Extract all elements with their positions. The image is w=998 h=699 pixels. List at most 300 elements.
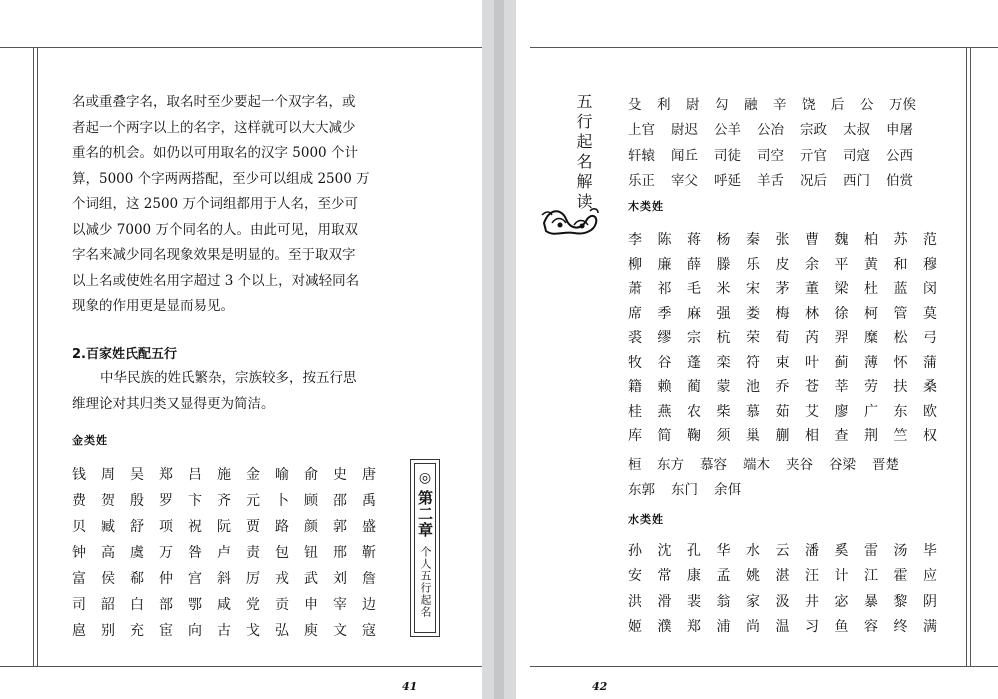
water-surname-grid xyxy=(628,537,953,639)
surname-cell: 弘 xyxy=(275,623,289,639)
surname-cell: 娄 xyxy=(746,305,760,322)
surname-cell: 苏 xyxy=(893,232,908,249)
surname-cell: 公冶 xyxy=(757,122,784,139)
surname-cell: 呼延 xyxy=(714,173,741,190)
surname-cell: 赖 xyxy=(657,379,672,396)
surname-cell: 余佴 xyxy=(714,482,741,499)
surname-cell: 孔 xyxy=(687,542,701,559)
surname-cell: 罗 xyxy=(159,493,173,509)
surname-cell: 司寇 xyxy=(843,147,870,164)
surname-cell: 和 xyxy=(893,256,908,273)
surname-cell: 申 xyxy=(304,597,318,613)
surname-cell: 蓝 xyxy=(893,281,908,298)
surname-cell: 薛 xyxy=(687,256,701,273)
surname-cell: 仲 xyxy=(159,571,173,587)
page-gutter xyxy=(482,0,516,699)
surname-cell: 闵 xyxy=(923,281,937,298)
surname-cell: 向 xyxy=(188,623,202,639)
surname-cell: 贾 xyxy=(246,519,260,535)
surname-cell: 寇 xyxy=(362,623,376,639)
text-line: 现象的作用更是显而易见。 xyxy=(72,298,234,314)
surname-row xyxy=(628,325,953,350)
surname-cell: 薄 xyxy=(864,354,878,371)
surname-cell: 季 xyxy=(657,305,672,322)
surname-cell: 米 xyxy=(716,281,731,298)
surname-row xyxy=(628,614,953,640)
surname-cell: 宗 xyxy=(687,330,701,347)
surname-cell: 黄 xyxy=(864,256,878,273)
surname-cell: 臧 xyxy=(101,519,115,535)
surname-row xyxy=(628,423,953,448)
surname-cell: 辛 xyxy=(773,96,787,113)
surname-cell: 籍 xyxy=(628,379,642,396)
surname-cell: 阴 xyxy=(923,593,937,610)
surname-cell: 柴 xyxy=(716,403,731,420)
surname-cell: 上官 xyxy=(628,122,655,139)
text-line: 以上名或使姓名用字超过 3 个以上，对减轻同名 xyxy=(72,272,360,289)
surname-cell: 太叔 xyxy=(843,122,870,139)
surname-cell: 钱 xyxy=(72,467,86,483)
surname-cell: 杨 xyxy=(716,232,731,249)
surname-cell: 潘 xyxy=(805,542,819,559)
surname-cell: 宰 xyxy=(333,597,347,613)
surname-row xyxy=(628,399,953,424)
surname-cell: 黎 xyxy=(893,593,908,610)
surname-cell: 计 xyxy=(834,568,849,585)
surname-cell: 东 xyxy=(893,403,908,420)
surname-cell: 容 xyxy=(864,619,878,636)
chapter-title: 第二章 xyxy=(416,490,434,538)
surname-cell: 尉迟 xyxy=(671,122,698,139)
intro-paragraph xyxy=(72,366,392,417)
surname-cell: 部 xyxy=(159,597,173,613)
surname-cell: 勾 xyxy=(715,96,729,113)
surname-cell: 翁 xyxy=(716,593,731,610)
surname-cell: 梁 xyxy=(834,281,849,298)
surname-row xyxy=(72,617,391,643)
left-margin-rule-inner xyxy=(37,47,38,667)
surname-cell: 虞 xyxy=(130,545,144,561)
surname-cell: 贝 xyxy=(72,519,86,535)
gold-surname-grid-continued xyxy=(628,90,932,192)
chapter-circle-icon: ◎ xyxy=(417,470,433,486)
surname-cell: 权 xyxy=(923,428,937,445)
surname-cell: 吕 xyxy=(188,467,202,483)
surname-cell: 孙 xyxy=(628,542,642,559)
surname-cell: 广 xyxy=(864,403,878,420)
surname-cell: 柳 xyxy=(628,256,642,273)
surname-cell: 高 xyxy=(101,545,115,561)
surname-cell: 充 xyxy=(130,623,144,639)
section-heading: 2.百家姓氏配五行 xyxy=(72,347,177,362)
surname-cell: 文 xyxy=(333,623,347,639)
surname-cell: 滑 xyxy=(657,593,672,610)
surname-cell: 符 xyxy=(746,354,760,371)
surname-cell: 项 xyxy=(159,519,173,535)
surname-cell: 欧 xyxy=(923,403,937,420)
surname-cell: 汲 xyxy=(775,593,790,610)
surname-cell: 慕 xyxy=(746,403,760,420)
surname-cell: 茅 xyxy=(775,281,790,298)
surname-cell: 贡 xyxy=(275,597,289,613)
surname-cell: 廖 xyxy=(834,403,849,420)
surname-cell: 安 xyxy=(628,568,642,585)
surname-cell: 富 xyxy=(72,571,86,587)
surname-cell: 须 xyxy=(716,428,731,445)
surname-row xyxy=(628,252,953,277)
surname-cell: 温 xyxy=(775,619,790,636)
surname-cell: 金 xyxy=(246,467,260,483)
surname-cell: 祝 xyxy=(188,519,202,535)
surname-cell: 裴 xyxy=(687,593,701,610)
surname-row xyxy=(72,565,391,591)
surname-cell: 董 xyxy=(805,281,819,298)
surname-cell: 水 xyxy=(746,542,760,559)
surname-cell: 蒋 xyxy=(687,232,701,249)
surname-cell: 莘 xyxy=(834,379,849,396)
surname-cell: 萧 xyxy=(628,281,642,298)
surname-cell: 宓 xyxy=(834,593,849,610)
surname-cell: 饶 xyxy=(802,96,816,113)
body-paragraph xyxy=(72,90,392,320)
surname-cell: 井 xyxy=(805,593,819,610)
text-line: 字名来减少同名现象效果是明显的。至于取双字 xyxy=(72,247,356,263)
surname-cell: 盛 xyxy=(362,519,376,535)
surname-cell: 杜 xyxy=(864,281,878,298)
surname-row xyxy=(628,167,932,193)
page-number: 41 xyxy=(402,680,418,693)
bottom-rule xyxy=(0,666,482,667)
surname-cell: 羿 xyxy=(834,330,849,347)
surname-cell: 荆 xyxy=(864,428,878,445)
surname-cell: 武 xyxy=(304,571,318,587)
surname-cell: 松 xyxy=(893,330,908,347)
surname-cell: 习 xyxy=(805,619,819,636)
surname-cell: 申屠 xyxy=(886,122,913,139)
surname-cell: 端木 xyxy=(743,456,770,473)
text-line: 名或重叠字名，取名时至少要起一个双字名，或 xyxy=(72,94,356,110)
surname-cell: 蓬 xyxy=(687,354,701,371)
page-number: 42 xyxy=(592,680,608,693)
surname-cell: 扈 xyxy=(72,623,86,639)
surname-cell: 糜 xyxy=(864,330,878,347)
surname-cell: 庾 xyxy=(304,623,318,639)
surname-cell: 李 xyxy=(628,232,642,249)
surname-cell: 郑 xyxy=(159,467,173,483)
surname-cell: 西门 xyxy=(843,173,870,190)
surname-cell: 乐 xyxy=(746,256,760,273)
surname-cell: 郑 xyxy=(687,619,701,636)
surname-cell: 柏 xyxy=(864,232,878,249)
surname-cell: 平 xyxy=(834,256,849,273)
surname-cell: 司徒 xyxy=(714,147,741,164)
surname-cell: 简 xyxy=(657,428,672,445)
surname-cell: 陈 xyxy=(657,232,672,249)
surname-cell: 路 xyxy=(275,519,289,535)
surname-cell: 苍 xyxy=(805,379,819,396)
surname-cell: 康 xyxy=(687,568,701,585)
surname-cell: 东郭 xyxy=(628,482,655,499)
surname-cell: 东门 xyxy=(671,482,698,499)
surname-cell: 暴 xyxy=(864,593,878,610)
surname-cell: 库 xyxy=(628,428,642,445)
surname-cell: 秦 xyxy=(746,232,760,249)
gutter-band xyxy=(494,0,504,699)
surname-cell: 宫 xyxy=(188,571,202,587)
surname-row xyxy=(628,588,953,614)
surname-cell: 史 xyxy=(333,467,347,483)
surname-cell: 齐 xyxy=(217,493,231,509)
surname-cell: 乐正 xyxy=(628,173,655,190)
surname-cell: 怀 xyxy=(893,354,908,371)
surname-cell: 党 xyxy=(246,597,260,613)
text-line: 重名的机会。如仍以可用取名的汉字 5000 个计 xyxy=(72,145,358,161)
surname-row xyxy=(628,350,953,375)
text-line: 个词组，这 2500 万个词组都用于人名，至少可 xyxy=(72,196,358,212)
surname-cell: 张 xyxy=(775,232,790,249)
surname-cell: 钟 xyxy=(72,545,86,561)
surname-cell: 杭 xyxy=(716,330,731,347)
surname-row xyxy=(628,450,915,476)
surname-cell: 徐 xyxy=(834,305,849,322)
surname-cell: 邵 xyxy=(333,493,347,509)
bottom-rule xyxy=(530,666,998,667)
surname-cell: 施 xyxy=(217,467,231,483)
surname-cell: 况后 xyxy=(800,173,827,190)
surname-cell: 斜 xyxy=(217,571,231,587)
surname-cell: 竺 xyxy=(893,428,908,445)
surname-cell: 后 xyxy=(831,96,845,113)
surname-cell: 颜 xyxy=(304,519,318,535)
surname-cell: 奚 xyxy=(834,542,849,559)
surname-cell: 责 xyxy=(246,545,260,561)
surname-cell: 郗 xyxy=(130,571,144,587)
chapter-tab xyxy=(410,459,440,637)
surname-cell: 雷 xyxy=(864,542,878,559)
surname-cell: 祁 xyxy=(657,281,672,298)
surname-row xyxy=(628,116,932,142)
surname-cell: 俞 xyxy=(304,467,318,483)
surname-cell: 姬 xyxy=(628,619,642,636)
surname-cell: 滕 xyxy=(716,256,731,273)
surname-cell: 强 xyxy=(716,305,731,322)
right-page xyxy=(516,0,998,699)
surname-cell: 边 xyxy=(362,597,376,613)
surname-row xyxy=(628,476,915,502)
surname-cell: 农 xyxy=(687,403,701,420)
surname-cell: 浦 xyxy=(716,619,731,636)
surname-cell: 扶 xyxy=(893,379,908,396)
surname-row xyxy=(628,537,953,563)
surname-cell: 喻 xyxy=(275,467,289,483)
surname-cell: 池 xyxy=(746,379,760,396)
top-rule xyxy=(530,47,998,48)
surname-cell: 轩辕 xyxy=(628,147,655,164)
surname-cell: 束 xyxy=(775,354,790,371)
surname-cell: 晋楚 xyxy=(872,456,899,473)
surname-cell: 桓 xyxy=(628,456,642,473)
surname-cell: 穆 xyxy=(923,256,937,273)
surname-cell: 廉 xyxy=(657,256,672,273)
surname-cell: 钮 xyxy=(304,545,318,561)
surname-row xyxy=(72,487,391,513)
surname-cell: 余 xyxy=(805,256,819,273)
surname-cell: 鱼 xyxy=(834,619,849,636)
surname-cell: 沈 xyxy=(657,542,672,559)
surname-cell: 荣 xyxy=(746,330,760,347)
surname-cell: 刘 xyxy=(333,571,347,587)
surname-cell: 毕 xyxy=(923,542,937,559)
surname-row xyxy=(72,591,391,617)
surname-cell: 艾 xyxy=(805,403,819,420)
surname-cell: 蒙 xyxy=(716,379,731,396)
surname-cell: 舒 xyxy=(130,519,144,535)
surname-cell: 毛 xyxy=(687,281,701,298)
surname-cell: 包 xyxy=(275,545,289,561)
surname-cell: 韶 xyxy=(101,597,115,613)
surname-cell: 林 xyxy=(805,305,819,322)
surname-cell: 咎 xyxy=(188,545,202,561)
surname-cell: 东方 xyxy=(657,456,684,473)
surname-cell: 郭 xyxy=(333,519,347,535)
surname-row xyxy=(628,563,953,589)
surname-cell: 席 xyxy=(628,305,642,322)
surname-cell: 巢 xyxy=(746,428,760,445)
text-line: 以减少 7000 万个同名的人。由此可见，用取双 xyxy=(72,221,358,238)
surname-cell: 贺 xyxy=(101,493,115,509)
surname-cell: 白 xyxy=(130,597,144,613)
surname-cell: 弓 xyxy=(923,330,937,347)
surname-cell: 梅 xyxy=(775,305,790,322)
surname-cell: 莫 xyxy=(923,305,937,322)
surname-cell: 伯赏 xyxy=(886,173,913,190)
left-margin-rule xyxy=(33,47,34,667)
surname-cell: 魏 xyxy=(834,232,849,249)
surname-cell: 宦 xyxy=(159,623,173,639)
left-page xyxy=(0,0,482,699)
surname-cell: 费 xyxy=(72,493,86,509)
surname-cell: 别 xyxy=(101,623,115,639)
surname-cell: 查 xyxy=(834,428,849,445)
surname-row xyxy=(628,141,932,167)
surname-cell: 汪 xyxy=(805,568,819,585)
surname-cell: 司 xyxy=(72,597,86,613)
surname-row xyxy=(628,276,953,301)
surname-cell: 羊舌 xyxy=(757,173,784,190)
surname-row xyxy=(628,90,932,116)
surname-cell: 桑 xyxy=(923,379,937,396)
gold-surname-grid xyxy=(72,461,391,643)
surname-cell: 万 xyxy=(159,545,173,561)
surname-row xyxy=(628,227,953,252)
surname-cell: 阮 xyxy=(217,519,231,535)
surname-cell: 管 xyxy=(893,305,908,322)
text-line: 维理论对其归类又显得更为简洁。 xyxy=(72,395,275,412)
surname-cell: 谷 xyxy=(657,354,672,371)
surname-cell: 裘 xyxy=(628,330,642,347)
surname-row xyxy=(72,539,391,565)
surname-row xyxy=(628,301,953,326)
surname-row xyxy=(72,461,391,487)
surname-cell: 劳 xyxy=(864,379,878,396)
surname-cell: 殳 xyxy=(628,96,642,113)
surname-cell: 乔 xyxy=(775,379,790,396)
surname-cell: 宋 xyxy=(746,281,760,298)
surname-cell: 慕容 xyxy=(700,456,727,473)
surname-cell: 姚 xyxy=(746,568,760,585)
surname-cell: 司空 xyxy=(757,147,784,164)
surname-cell: 公羊 xyxy=(714,122,741,139)
surname-cell: 蓟 xyxy=(834,354,849,371)
surname-cell: 卢 xyxy=(217,545,231,561)
right-margin-rule-inner xyxy=(970,47,971,667)
surname-cell: 吴 xyxy=(130,467,144,483)
water-heading: 水类姓 xyxy=(628,513,664,526)
surname-cell: 顾 xyxy=(304,493,318,509)
surname-cell: 鞠 xyxy=(687,428,701,445)
wood-compound-surnames xyxy=(628,450,915,501)
surname-cell: 蔺 xyxy=(687,379,701,396)
surname-cell: 叶 xyxy=(805,354,819,371)
surname-cell: 江 xyxy=(864,568,878,585)
surname-cell: 邢 xyxy=(333,545,347,561)
surname-cell: 融 xyxy=(744,96,758,113)
surname-cell: 荀 xyxy=(775,330,790,347)
surname-cell: 戎 xyxy=(275,571,289,587)
surname-cell: 栾 xyxy=(716,354,731,371)
surname-cell: 蒯 xyxy=(775,428,790,445)
chapter-subtitle: 个人五行起名 xyxy=(419,546,432,618)
surname-row xyxy=(72,513,391,539)
surname-cell: 芮 xyxy=(805,330,819,347)
surname-cell: 尉 xyxy=(686,96,700,113)
text-line: 算，5000 个字两两搭配，至少可以组成 2500 万 xyxy=(72,170,370,187)
surname-cell: 夹谷 xyxy=(786,456,813,473)
surname-cell: 詹 xyxy=(362,571,376,587)
surname-cell: 云 xyxy=(775,542,790,559)
surname-cell: 满 xyxy=(923,619,937,636)
surname-cell: 缪 xyxy=(657,330,672,347)
surname-cell: 孟 xyxy=(716,568,731,585)
surname-cell: 公西 xyxy=(886,147,913,164)
surname-cell: 侯 xyxy=(101,571,115,587)
surname-cell: 桂 xyxy=(628,403,642,420)
surname-cell: 汤 xyxy=(893,542,908,559)
surname-cell: 湛 xyxy=(775,568,790,585)
surname-cell: 周 xyxy=(101,467,115,483)
right-margin-rule xyxy=(966,47,967,667)
surname-cell: 牧 xyxy=(628,354,642,371)
surname-cell: 古 xyxy=(217,623,231,639)
surname-cell: 禹 xyxy=(362,493,376,509)
surname-cell: 华 xyxy=(716,542,731,559)
surname-cell: 常 xyxy=(657,568,672,585)
wood-surname-grid xyxy=(628,227,953,448)
surname-cell: 柯 xyxy=(864,305,878,322)
surname-cell: 家 xyxy=(746,593,760,610)
surname-cell: 万俟 xyxy=(889,96,916,113)
surname-cell: 利 xyxy=(657,96,671,113)
surname-cell: 咸 xyxy=(217,597,231,613)
surname-cell: 洪 xyxy=(628,593,642,610)
surname-cell: 卞 xyxy=(188,493,202,509)
surname-cell: 殷 xyxy=(130,493,144,509)
surname-cell: 燕 xyxy=(657,403,672,420)
surname-cell: 靳 xyxy=(362,545,376,561)
surname-cell: 唐 xyxy=(362,467,376,483)
surname-cell: 应 xyxy=(923,568,937,585)
surname-cell: 谷梁 xyxy=(829,456,856,473)
